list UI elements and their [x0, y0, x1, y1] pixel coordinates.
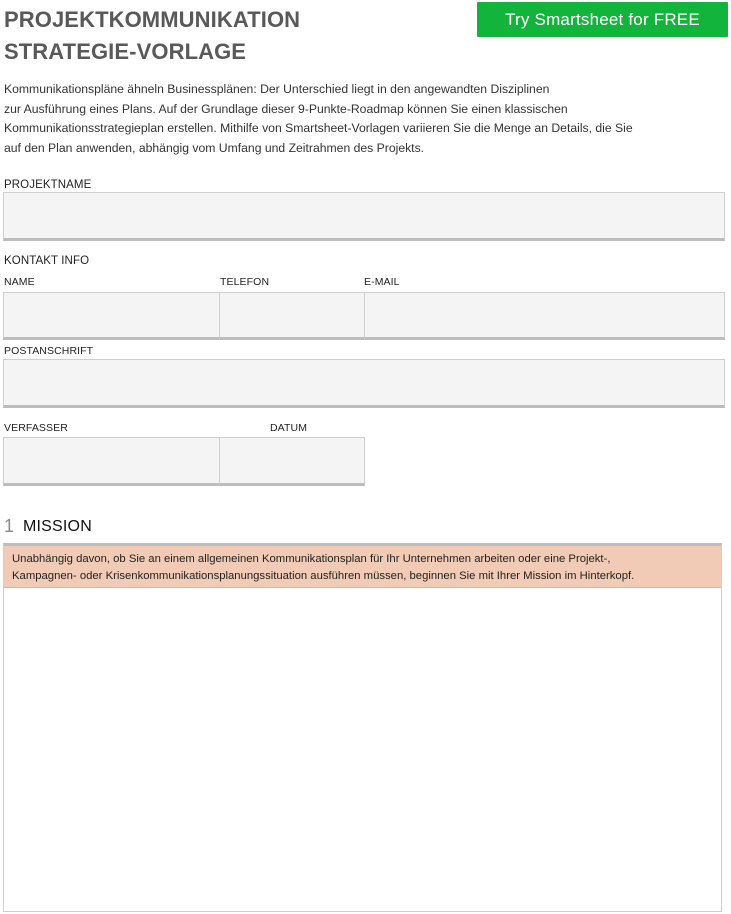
section-number: 1 — [4, 516, 15, 536]
intro-line: auf den Plan anwenden, abhängig vom Umfang und Zeitrahmen des Projekts. — [4, 140, 425, 155]
email-field[interactable] — [364, 292, 725, 340]
date-label: DATUM — [270, 422, 308, 434]
email-label: E-MAIL — [364, 276, 400, 288]
address-field[interactable] — [3, 359, 725, 408]
date-field[interactable] — [219, 437, 365, 486]
mission-textarea[interactable] — [3, 543, 722, 912]
intro-line: Kommunikationsstrategieplan erstellen. Mithilfe von Smartsheet-Vorlagen variieren Sie die Menge an Details, die Sie — [4, 121, 633, 135]
name-field[interactable] — [3, 292, 220, 340]
page-title-line-1: PROJEKTKOMMUNIKATION — [4, 7, 301, 32]
author-label: VERFASSER — [4, 422, 68, 434]
project-name-field[interactable] — [3, 192, 725, 241]
mission-hint — [4, 546, 721, 588]
section-title: MISSION — [23, 518, 92, 535]
intro-line: Kommunikationspläne ähneln Businessplänen: Der Unterschied liegt in den angewandten Disziplinen — [4, 82, 550, 96]
page-title — [4, 4, 300, 68]
contact-info-label: KONTAKT INFO — [4, 255, 90, 267]
intro-line: zur Ausführung eines Plans. Auf der Grundlage dieser 9-Punkte-Roadmap können Sie einen klassischen — [4, 101, 568, 116]
phone-field[interactable] — [219, 292, 365, 340]
page-title-line-2: STRATEGIE-VORLAGE — [4, 39, 247, 64]
author-field[interactable] — [3, 437, 220, 486]
phone-label: TELEFON — [220, 276, 270, 288]
intro-paragraph — [4, 80, 684, 158]
mission-hint-line: Kampagnen- oder Krisenkommunikationsplanungssituation ausführen müssen, beginnen Sie mit Ihrer Mission im Hinterkopf. — [12, 569, 635, 582]
mission-hint-line: Unabhängig davon, ob Sie an einem allgemeinen Kommunikationsplan für Ihr Unternehmen arbeiten oder eine Projekt-, — [12, 553, 611, 565]
name-label: NAME — [4, 276, 35, 288]
project-name-label: PROJEKTNAME — [4, 179, 92, 191]
try-smartsheet-button[interactable]: Try Smartsheet for FREE — [477, 2, 728, 37]
address-label: POSTANSCHRIFT — [4, 345, 94, 357]
